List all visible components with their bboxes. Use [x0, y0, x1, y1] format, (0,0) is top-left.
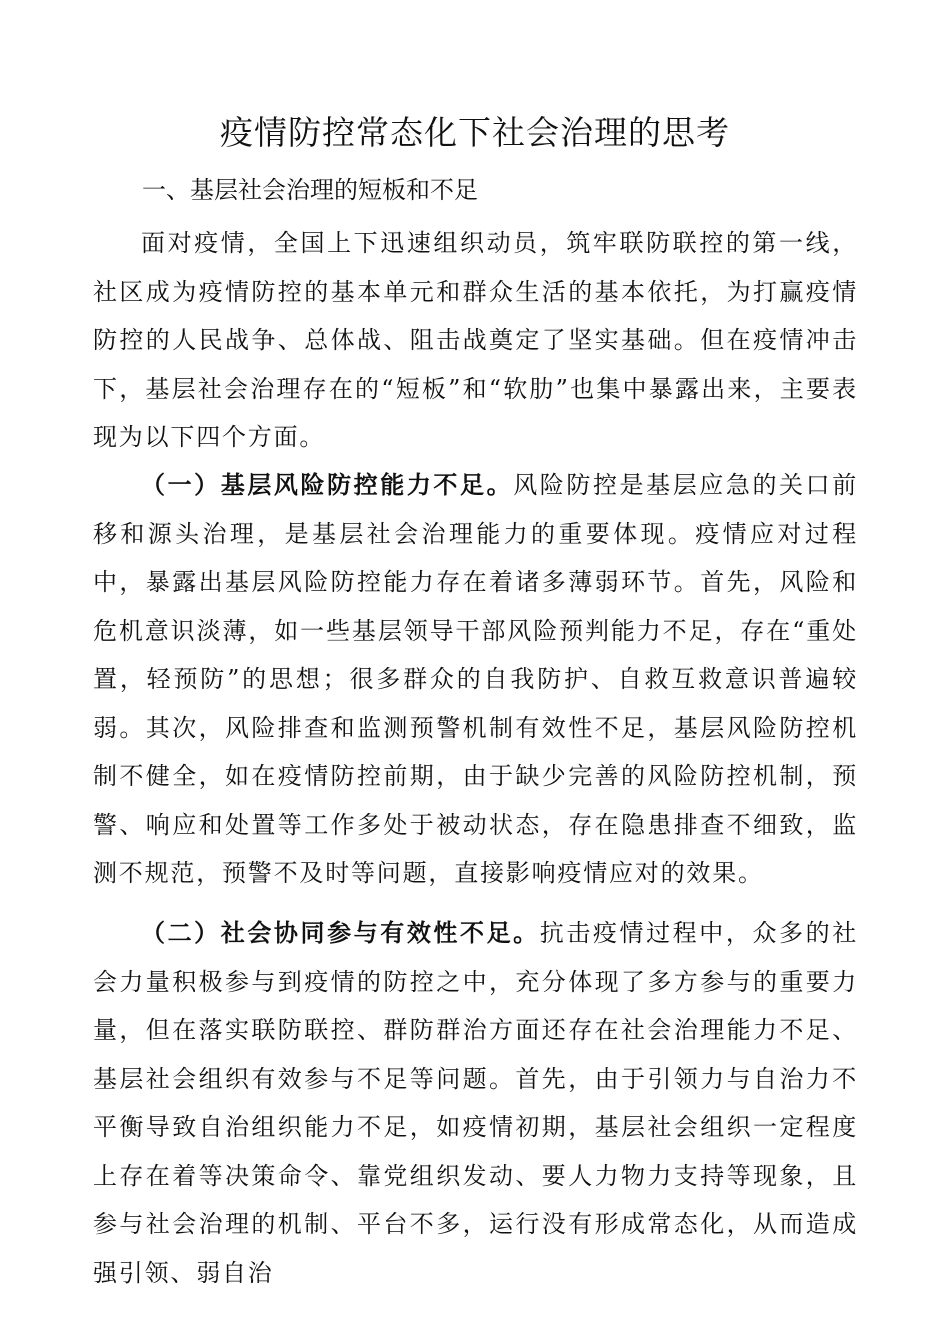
point-2-text: 抗击疫情过程中，众多的社会力量积极参与到疫情的防控之中，充分体现了多方参与的重要力量，但在落实联防联控、群防群治方面还存在社会治理能力不足、基层社会组织有效参与不足等问题。首先，由于引领力与自治力不平衡导致自治组织能力不足，如疫情初期，基层社会组织一定程度上存在着等决策命令、靠党组织发动、要人力物力支持等现象，且参与社会治理的机制、平台不多，运行没有形成常态化，从而造成强引领、弱自治 — [93, 919, 858, 1287]
point-2-paragraph — [93, 909, 858, 1297]
section-heading: 一、基层社会治理的短板和不足 — [142, 176, 478, 204]
document-title: 疫情防控常态化下社会治理的思考 — [220, 113, 730, 152]
intro-paragraph: 面对疫情，全国上下迅速组织动员，筑牢联防联控的第一线，社区成为疫情防控的基本单元和群众生活的基本依托，为打赢疫情防控的人民战争、总体战、阻击战奠定了坚实基础。但在疫情冲击下，基层社会治理存在的“短板”和“软肋”也集中暴露出来，主要表现为以下四个方面。 — [93, 229, 858, 451]
point-1-lead: （一）基层风险防控能力不足。 — [141, 471, 514, 499]
point-2-lead: （二）社会协同参与有效性不足。 — [141, 919, 540, 947]
point-1-paragraph — [93, 461, 858, 898]
point-1-text: 风险防控是基层应急的关口前移和源头治理，是基层社会治理能力的重要体现。疫情应对过程中，暴露出基层风险防控能力存在着诸多薄弱环节。首先，风险和危机意识淡薄，如一些基层领导干部风险预判能力不足，存在“重处置，轻预防”的思想；很多群众的自我防护、自救互救意识普遍较弱。其次，风险排查和监测预警机制有效性不足，基层风险防控机制不健全，如在疫情防控前期，由于缺少完善的风险防控机制，预警、响应和处置等工作多处于被动状态，存在隐患排查不细致，监测不规范，预警不及时等问题，直接影响疫情应对的效果。 — [93, 471, 858, 887]
